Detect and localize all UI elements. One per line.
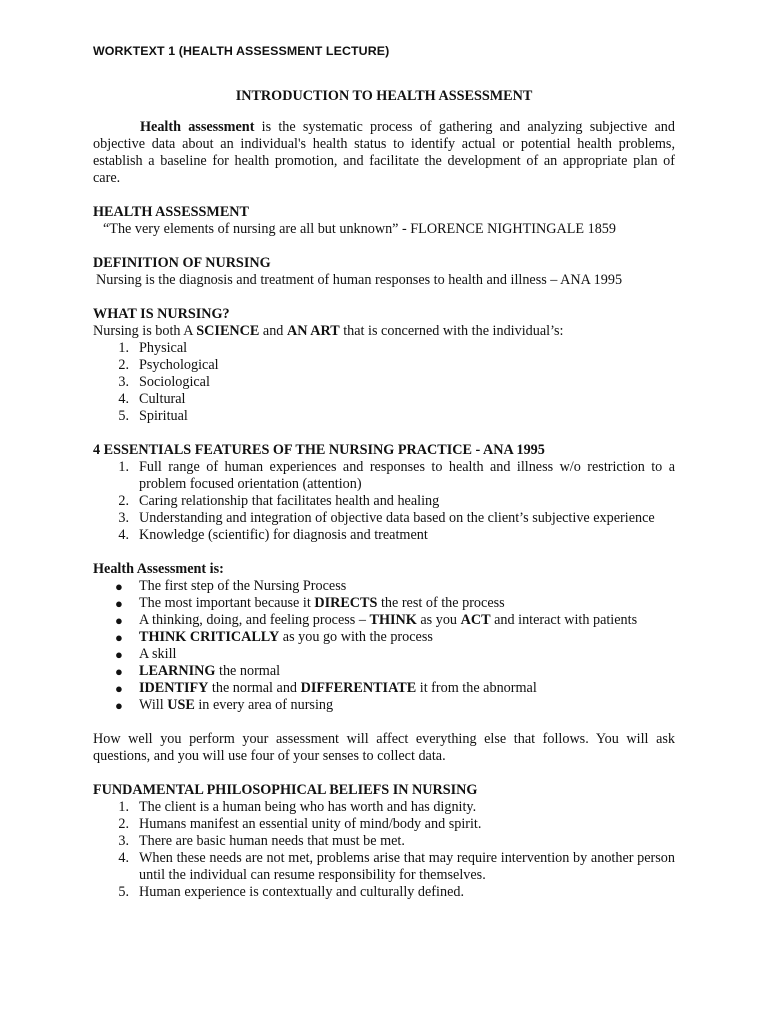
section-beliefs <box>93 782 675 901</box>
list-item: ● THINK CRITICALLY as you go with the process <box>115 629 433 645</box>
bullet-icon: ● <box>115 698 123 713</box>
intro-text: is the systematic process of gathering and analyzing subjective and objective data about an individual's health status to identify actual or potential health problems, establish a baseline for health promotion, and facilitate the development of an appropriate plan of care. <box>93 119 675 186</box>
nightingale-quote: “The very elements of nursing are all but unknown” - FLORENCE NIGHTINGALE 1859 <box>103 221 616 237</box>
essentials-list <box>93 459 675 544</box>
section-heading: 4 ESSENTIALS FEATURES OF THE NURSING PRACTICE - ANA 1995 <box>93 442 545 458</box>
bullet-icon: ● <box>115 596 123 611</box>
section-essentials <box>93 442 675 544</box>
what-is-intro: Nursing is both A SCIENCE and AN ART that is concerned with the individual’s: <box>93 323 564 339</box>
section-heading: FUNDAMENTAL PHILOSOPHICAL BELIEFS IN NURSING <box>93 782 478 798</box>
list-item: 2. Humans manifest an essential unity of mind/body and spirit. <box>118 816 482 832</box>
section-heading: DEFINITION OF NURSING <box>93 255 271 271</box>
worktext-header: WORKTEXT 1 (HEALTH ASSESSMENT LECTURE) <box>93 44 390 58</box>
list-item: 5. Human experience is contextually and culturally defined. <box>118 884 465 900</box>
list-item: 3. There are basic human needs that must be met. <box>118 833 405 849</box>
intro-bold-lead: Health assessment <box>140 119 255 135</box>
section-heading: WHAT IS NURSING? <box>93 306 230 322</box>
definition-text: Nursing is the diagnosis and treatment of human responses to health and illness – ANA 1995 <box>96 272 623 288</box>
list-item: 2. Psychological <box>118 357 219 373</box>
list-item: ● IDENTIFY the normal and DIFFERENTIATE it from the abnormal <box>115 680 537 696</box>
section-what-is-nursing <box>93 306 675 425</box>
section-health-assessment-is <box>93 561 675 714</box>
aspects-list <box>93 340 675 425</box>
section-health-assessment <box>93 204 675 238</box>
list-item: ● The most important because it DIRECTS the rest of the process <box>115 595 505 611</box>
section-definition <box>93 255 675 289</box>
list-item: 1. Physical <box>118 340 188 356</box>
list-item: 1. Full range of human experiences and responses to health and illness w/o restriction to a problem focused orientation (attention) <box>118 459 675 492</box>
bullet-icon: ● <box>115 647 123 662</box>
assessment-bullet-list <box>93 578 675 714</box>
list-item: 4. When these needs are not met, problems arise that may require intervention by another person until the individual can resume responsibility for themselves. <box>118 850 675 883</box>
bullet-icon: ● <box>115 681 123 696</box>
list-item: 3. Understanding and integration of objective data based on the client’s subjective experience <box>118 510 655 526</box>
bullet-icon: ● <box>115 613 123 628</box>
document-title: INTRODUCTION TO HEALTH ASSESSMENT <box>235 88 533 104</box>
list-item: ● The first step of the Nursing Process <box>115 578 347 594</box>
performance-paragraph: How well you perform your assessment will affect everything else that follows. You will ask questions, and you will use four of your senses to collect data. <box>93 731 675 764</box>
list-item: ● A thinking, doing, and feeling process – THINK as you ACT and interact with patients <box>115 612 638 628</box>
section-heading: Health Assessment is: <box>93 561 224 577</box>
document-body <box>93 88 675 901</box>
list-item: 4. Knowledge (scientific) for diagnosis and treatment <box>118 527 428 543</box>
intro-paragraph <box>93 119 675 187</box>
list-item: 4. Cultural <box>118 391 186 407</box>
list-item: 3. Sociological <box>118 374 210 390</box>
list-item: 5. Spiritual <box>118 408 188 424</box>
bullet-icon: ● <box>115 579 123 594</box>
list-item: 2. Caring relationship that facilitates health and healing <box>118 493 440 509</box>
list-item: 1. The client is a human being who has worth and has dignity. <box>118 799 477 815</box>
beliefs-list <box>93 799 675 901</box>
bullet-icon: ● <box>115 630 123 645</box>
list-item: ● A skill <box>115 646 177 662</box>
section-heading: HEALTH ASSESSMENT <box>93 204 249 220</box>
list-item: ● Will USE in every area of nursing <box>115 697 334 713</box>
list-item: ● LEARNING the normal <box>115 663 281 679</box>
bullet-icon: ● <box>115 664 123 679</box>
